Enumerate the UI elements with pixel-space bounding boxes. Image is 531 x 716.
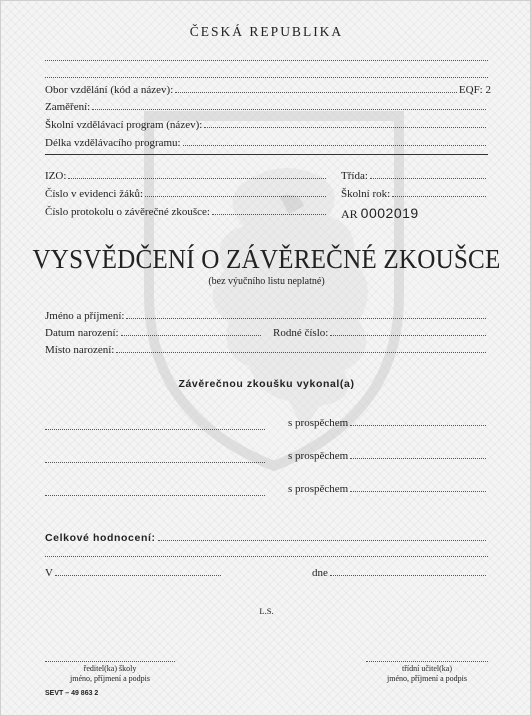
school-year-row	[341, 188, 488, 200]
teacher-signature-caption	[366, 664, 488, 684]
serial-number	[341, 205, 419, 222]
eqf-label: EQF: 2	[458, 84, 491, 96]
program-length-label: Délka vzdělávacího programu:	[45, 137, 181, 149]
place-label: V	[45, 567, 53, 579]
result-row	[288, 450, 488, 462]
birth-date-input[interactable]	[121, 335, 261, 336]
teacher-signature-line[interactable]	[366, 660, 488, 662]
form-code: SEVT – 49 863 2	[45, 690, 99, 697]
serial-prefix: AR	[341, 207, 358, 221]
result-input[interactable]	[350, 491, 486, 492]
seal-mark: L.S.	[259, 606, 274, 616]
separator-line	[45, 154, 488, 155]
school-year-input[interactable]	[392, 196, 486, 197]
place-row	[45, 567, 223, 579]
protocol-row	[45, 206, 328, 218]
birth-place-row	[45, 344, 488, 356]
protocol-input[interactable]	[212, 214, 326, 215]
class-row	[341, 170, 488, 182]
class-label: Třída:	[341, 170, 368, 182]
birth-number-label: Rodné číslo:	[273, 327, 329, 339]
exam-heading: Závěrečnou zkoušku vykonal(a)	[178, 378, 355, 390]
field-of-study-input[interactable]	[175, 92, 457, 93]
subject-input[interactable]	[45, 428, 265, 430]
izo-input[interactable]	[68, 178, 326, 179]
place-input[interactable]	[55, 575, 221, 576]
overall-label: Celkové hodnocení:	[45, 532, 156, 544]
result-input[interactable]	[350, 425, 486, 426]
student-number-row	[45, 188, 328, 200]
date-row	[312, 567, 488, 579]
date-input[interactable]	[330, 575, 486, 576]
teacher-role: třídní učitel(ka)	[402, 664, 452, 673]
teacher-hint: jméno, příjmení a podpis	[387, 674, 467, 683]
result-row	[288, 417, 488, 429]
izo-row	[45, 170, 328, 182]
dotted-line	[45, 76, 488, 78]
class-input[interactable]	[370, 178, 486, 179]
director-role: ředitel(ka) školy	[83, 664, 137, 673]
birth-number-row	[273, 327, 488, 339]
birth-place-label: Místo narození:	[45, 344, 115, 356]
focus-row	[45, 101, 488, 113]
country-title: ČESKÁ REPUBLIKA	[189, 24, 344, 39]
birth-date-label: Datum narození:	[45, 327, 119, 339]
program-input[interactable]	[204, 127, 486, 128]
focus-input[interactable]	[92, 109, 486, 110]
dotted-line	[45, 555, 488, 557]
overall-input[interactable]	[158, 540, 486, 541]
result-input[interactable]	[350, 458, 486, 459]
subject-input[interactable]	[45, 494, 265, 496]
program-length-row	[45, 137, 488, 149]
school-year-label: Školní rok:	[341, 188, 391, 200]
name-input[interactable]	[126, 318, 486, 319]
program-label: Školní vzdělávací program (název):	[45, 119, 203, 131]
field-of-study-label: Obor vzdělání (kód a název):	[45, 84, 174, 96]
result-label: s prospěchem	[288, 450, 349, 462]
serial-value: 0002019	[360, 205, 419, 221]
dotted-line	[45, 59, 488, 61]
birth-place-input[interactable]	[116, 352, 486, 353]
focus-label: Zaměření:	[45, 101, 91, 113]
name-row	[45, 310, 488, 322]
izo-label: IZO:	[45, 170, 67, 182]
student-number-input[interactable]	[145, 196, 326, 197]
name-label: Jméno a příjmení:	[45, 310, 125, 322]
director-hint: jméno, příjmení a podpis	[70, 674, 150, 683]
director-signature-line[interactable]	[45, 660, 175, 662]
birth-date-row	[45, 327, 263, 339]
subject-input[interactable]	[45, 461, 265, 463]
birth-number-input[interactable]	[330, 335, 486, 336]
document-subtitle: (bez výučního listu neplatné)	[208, 276, 325, 287]
result-label: s prospěchem	[288, 483, 349, 495]
program-row	[45, 119, 488, 131]
document-title: VYSVĚDČENÍ O ZÁVĚREČNÉ ZKOUŠCE	[32, 244, 501, 274]
director-signature-caption	[45, 664, 175, 684]
result-label: s prospěchem	[288, 417, 349, 429]
student-number-label: Číslo v evidenci žáků:	[45, 188, 144, 200]
result-row	[288, 483, 488, 495]
field-of-study-row	[45, 84, 491, 96]
program-length-input[interactable]	[183, 145, 486, 146]
date-label: dne	[312, 567, 328, 579]
overall-row	[45, 532, 488, 544]
protocol-label: Číslo protokolu o závěrečné zkoušce:	[45, 206, 210, 218]
